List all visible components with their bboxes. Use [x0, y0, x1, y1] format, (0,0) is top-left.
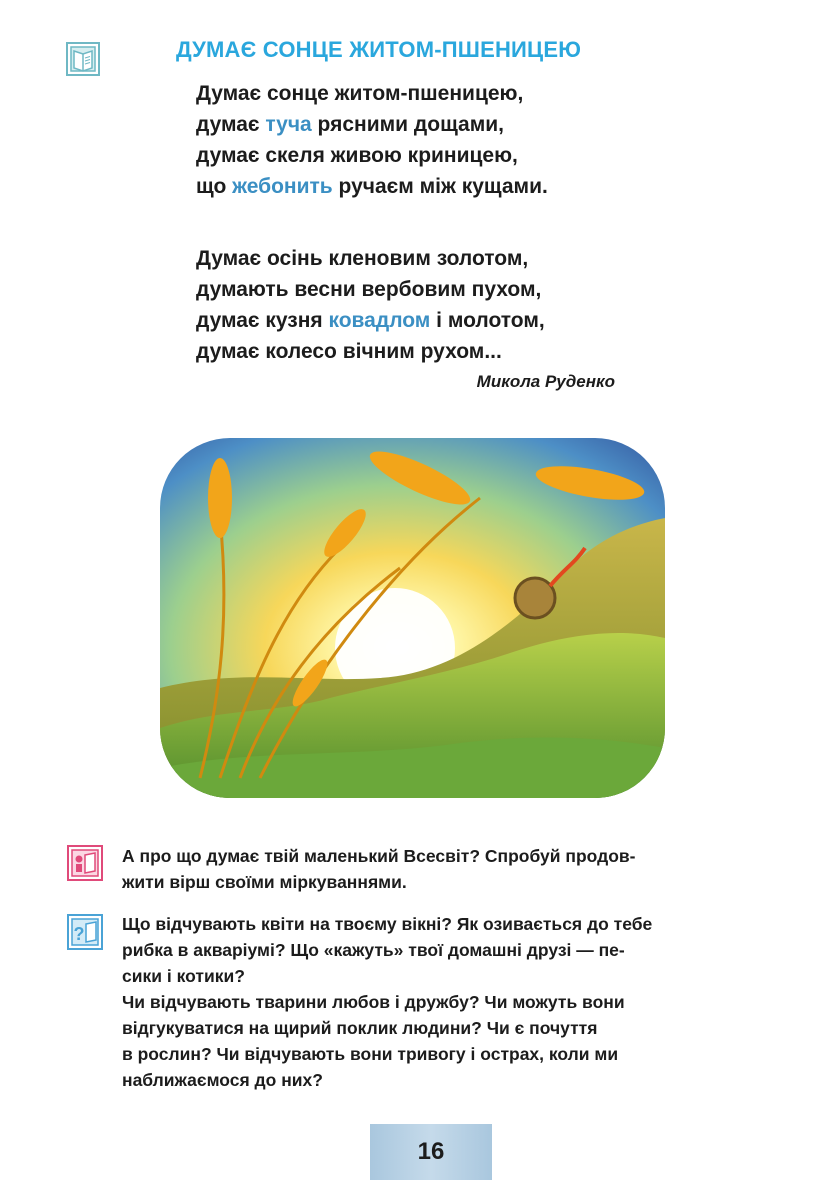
- task-line: відгукуватися на щирий поклик людини? Чи є почуття: [122, 1018, 598, 1038]
- task-1-text: [122, 843, 794, 895]
- poem-line: що жебонить ручаєм між кущами.: [196, 175, 548, 198]
- task-line: наближаємося до них?: [122, 1070, 323, 1090]
- wheat-sun-illustration: [160, 438, 665, 798]
- task-line: сики і котики?: [122, 966, 245, 986]
- poem-line: думає кузня ковадлом і молотом,: [196, 309, 545, 332]
- task-line: рибка в акваріумі? Що «кажуть» твої домашні друзі — пе-: [122, 940, 625, 960]
- task-line: жити вірш своїми міркуваннями.: [122, 872, 407, 892]
- task-line: Чи відчувають тварини любов і дружбу? Чи можуть вони: [122, 992, 625, 1012]
- pink-task-icon: [67, 845, 103, 881]
- task-line: Що відчувають квіти на твоєму вікні? Як озивається до тебе: [122, 914, 653, 934]
- poem-line: думає скеля живою криницею,: [196, 144, 518, 167]
- task-2-text: [122, 911, 794, 1093]
- poem-line: думають весни вербовим пухом,: [196, 278, 542, 301]
- task-line: А про що думає твій маленький Всесвіт? Спробуй продов-: [122, 846, 636, 866]
- task-line: в рослин? Чи відчувають вони тривогу і острах, коли ми: [122, 1044, 619, 1064]
- highlighted-word: туча: [265, 113, 312, 136]
- blue-question-icon: [67, 914, 103, 950]
- page-number: 16: [370, 1124, 492, 1180]
- poem-title: ДУМАЄ СОНЦЕ ЖИТОМ-ПШЕНИЦЕЮ: [176, 37, 582, 62]
- svg-text:?: ?: [73, 924, 85, 944]
- poem-line: думає туча рясними дощами,: [196, 113, 504, 136]
- poem-stanza-2: [196, 243, 545, 367]
- highlighted-word: ковадлом: [328, 309, 431, 332]
- highlighted-word: жебонить: [232, 175, 333, 198]
- poem-author: Микола Руденко: [476, 372, 615, 391]
- open-book-icon: [66, 42, 100, 76]
- poem-line: думає колесо вічним рухом...: [196, 340, 502, 363]
- poem-line: Думає сонце житом-пшеницею,: [196, 82, 524, 105]
- poem-stanza-1: [196, 78, 548, 202]
- poem-line: Думає осінь кленовим золотом,: [196, 247, 529, 270]
